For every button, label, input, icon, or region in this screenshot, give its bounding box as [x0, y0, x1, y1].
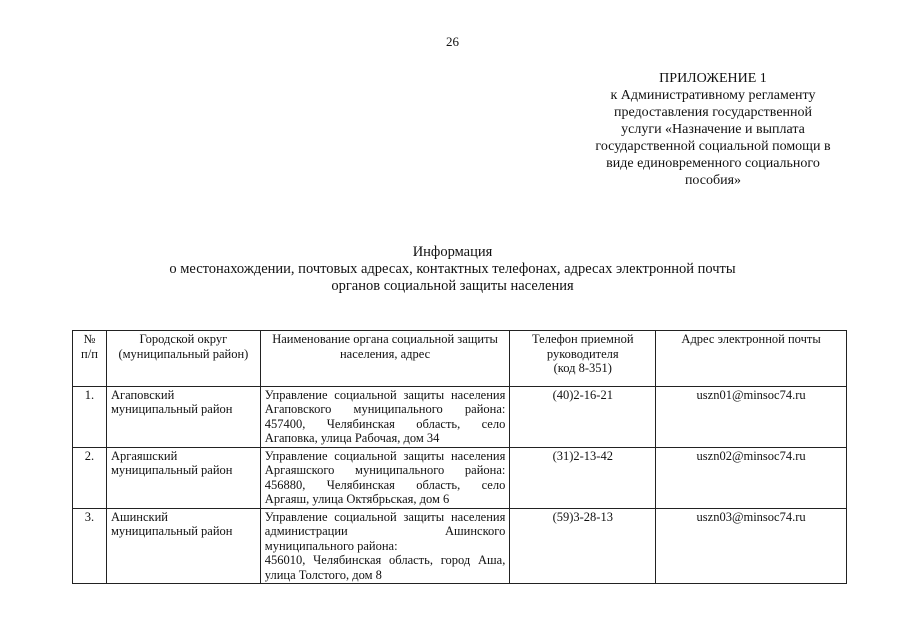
org-line: 457400, Челябинская область, село	[264, 416, 506, 431]
org-line: Аргаяш, улица Октябрьская, дом 6	[264, 492, 450, 506]
header-text: руководителя	[546, 346, 619, 361]
district-type: муниципальный район	[110, 402, 233, 416]
org-line: Управление социальной защиты населения	[264, 387, 506, 402]
row-number: 1.	[73, 386, 107, 447]
header-text: (код 8-351)	[553, 361, 612, 375]
appendix-block	[568, 70, 858, 189]
org-address-cell	[260, 386, 510, 447]
header-text: населения, адрес	[339, 346, 431, 361]
district-name: Ашинский	[110, 509, 168, 524]
heading-subtitle: органов социальной защиты населения	[331, 278, 574, 294]
org-address-cell	[260, 447, 510, 508]
district-name: Аргаяшский	[110, 448, 178, 463]
appendix-line: пособия»	[684, 173, 742, 188]
org-line: Агаповского муниципального района:	[264, 402, 506, 416]
header-email	[656, 331, 847, 387]
header-num	[73, 331, 107, 387]
phone-cell: (40)2-16-21	[510, 386, 656, 447]
appendix-line: услуги «Назначение и выплата	[621, 122, 805, 137]
table-row	[73, 447, 847, 508]
district-type: муниципальный район	[110, 463, 233, 477]
email-cell[interactable]: uszn01@minsoc74.ru	[656, 386, 847, 447]
appendix-line: виде единовременного социального	[606, 156, 820, 171]
district-cell	[106, 447, 260, 508]
header-phone	[510, 331, 656, 387]
header-org	[260, 331, 510, 387]
header-text: №	[83, 332, 96, 346]
phone-cell: (59)3-28-13	[510, 508, 656, 584]
heading-subtitle: о местонахождении, почтовых адресах, контактных телефонах, адресах электронной почты	[169, 261, 736, 277]
org-line: Управление социальной защиты населения	[264, 448, 506, 463]
district-name: Агаповский	[110, 387, 175, 402]
org-line: Аргаяшского муниципального района:	[264, 463, 506, 477]
social-protection-table	[72, 330, 847, 584]
org-line: 456010, Челябинская область, город Аша,	[264, 553, 506, 567]
district-type: муниципальный район	[110, 524, 233, 538]
header-text: Адрес электронной почты	[681, 332, 821, 346]
phone-cell: (31)2-13-42	[510, 447, 656, 508]
table-header-row	[73, 331, 847, 387]
org-line: муниципального района:	[264, 538, 398, 553]
appendix-line: государственной социальной помощи в	[595, 139, 831, 154]
page-number: 26	[446, 34, 459, 49]
header-district	[106, 331, 260, 387]
org-line: Управление социальной защиты населения	[264, 509, 506, 524]
heading-title: Информация	[412, 244, 493, 260]
header-text: Городской округ	[139, 332, 228, 346]
org-line: Агаповка, улица Рабочая, дом 34	[264, 431, 440, 445]
email-cell[interactable]: uszn03@minsoc74.ru	[656, 508, 847, 584]
row-number: 2.	[73, 447, 107, 508]
header-text: Телефон приемной	[532, 332, 634, 346]
org-line: администрации Ашинского	[264, 524, 506, 538]
appendix-line: ПРИЛОЖЕНИЕ 1	[659, 71, 767, 86]
org-address-cell	[260, 508, 510, 584]
header-text: Наименование органа социальной защиты	[272, 332, 498, 346]
district-cell	[106, 386, 260, 447]
document-heading	[0, 244, 905, 295]
table-row	[73, 386, 847, 447]
email-cell[interactable]: uszn02@minsoc74.ru	[656, 447, 847, 508]
header-text: (муниципальный район)	[118, 346, 249, 361]
org-line: улица Толстого, дом 8	[264, 567, 382, 582]
row-number: 3.	[73, 508, 107, 584]
district-cell	[106, 508, 260, 584]
org-line: 456880, Челябинская область, село	[264, 477, 506, 492]
header-text: п/п	[81, 346, 98, 361]
appendix-line: к Административному регламенту	[610, 88, 816, 103]
table-row	[73, 508, 847, 584]
appendix-line: предоставления государственной	[613, 105, 813, 120]
